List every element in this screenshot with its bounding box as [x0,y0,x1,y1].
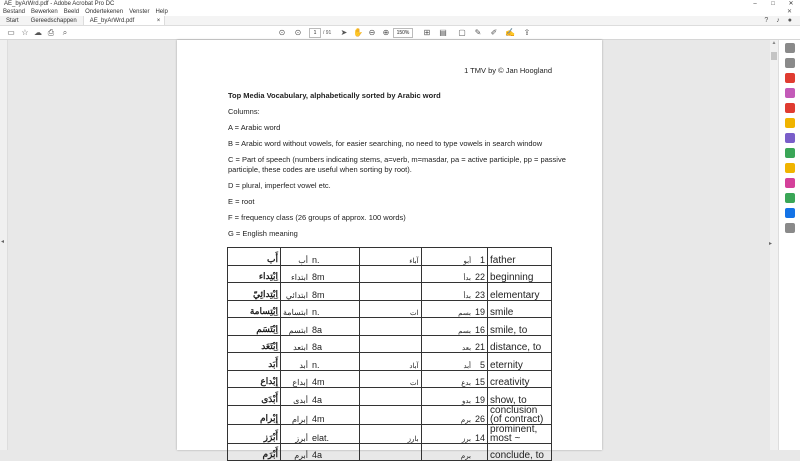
new-file-icon[interactable]: ▭ [7,28,15,37]
window-title: AE_byArWrd.pdf - Adobe Acrobat Pro DC [4,1,115,7]
table-row [228,248,552,266]
menu-item[interactable]: Beeld [63,9,80,15]
table-row [228,335,552,353]
doc-line: G = English meaning [228,229,298,238]
combine-icon[interactable] [785,133,795,143]
cell-root: بدع [421,370,473,388]
tab-tools[interactable]: Gereedschappen [30,18,77,24]
maximize-button[interactable]: □ [771,1,775,7]
cell-pos: 8a [310,318,359,336]
cell-arabic-word: إِبْرام [228,405,281,424]
menu-item[interactable]: Help [155,9,168,15]
scroll-up-icon[interactable]: ▲ [771,40,777,46]
cell-pos: 8a [310,335,359,353]
cell-frequency: 26 [473,405,488,424]
scan-icon[interactable] [785,193,795,203]
menu-item[interactable]: Bestand [3,9,26,15]
cell-arabic-plain: ابتدائي [281,283,311,301]
menubar [0,8,800,16]
cell-frequency: 1 [473,248,488,266]
help-icon[interactable]: ? [764,17,769,24]
table-row [228,370,552,388]
print-icon[interactable]: ⎙ [47,28,55,37]
cell-pos: elat. [310,424,359,443]
cell-root: بسم [421,300,473,318]
cell-arabic-plain: أبرز [281,424,311,443]
avatar[interactable]: ● [787,17,792,24]
cell-plural: ات [359,300,421,318]
table-row [228,265,552,283]
table-row [228,443,552,461]
next-page-icon[interactable]: ⊙ [294,28,302,37]
cell-arabic-plain: إبداع [281,370,311,388]
page-number-input[interactable]: 1 [309,28,321,38]
cell-arabic-word: أَبَد [228,353,281,371]
right-tools-panel [778,40,800,450]
cell-pos: 8m [310,265,359,283]
more-tools-icon[interactable] [785,223,795,233]
search-icon[interactable]: ⌕ [62,28,68,37]
cell-plural: بارز [359,424,421,443]
cell-pos: 4m [310,405,359,424]
doc-line: E = root [228,197,255,206]
cell-frequency: 14 [473,424,488,443]
cell-arabic-plain: أب [281,248,311,266]
highlight-icon[interactable]: ✐ [490,28,498,37]
minimize-button[interactable]: – [753,1,757,7]
cell-meaning: creativity [488,370,552,388]
doc-line: participle, these codes are useful when sorting by root). [228,165,412,174]
table-row [228,283,552,301]
sign-icon[interactable]: ✍ [505,28,515,37]
zoom-select[interactable]: 150% [393,28,413,38]
cell-frequency: 19 [473,388,488,406]
cell-meaning: father [488,248,552,266]
cell-arabic-word: أَبْرَز [228,424,281,443]
cell-pos: n. [310,248,359,266]
cell-plural [359,318,421,336]
cell-root: أبد [421,353,473,371]
cell-meaning: elementary [488,283,552,301]
comment-icon[interactable]: ▢ [458,28,466,37]
cell-plural [359,265,421,283]
cell-meaning: prominent, most ~ [488,424,552,443]
cell-plural [359,283,421,301]
bell-icon[interactable]: ♪ [776,17,780,24]
window-titlebar [0,0,800,8]
send-sign-icon[interactable] [785,178,795,188]
cell-root: بدأ [421,283,473,301]
document-title: Top Media Vocabulary, alphabetically sorted by Arabic word [228,91,441,100]
star-icon[interactable]: ☆ [21,28,29,37]
cell-arabic-plain: ابتسم [281,318,311,336]
cell-root: أبو [421,248,473,266]
cell-pos: n. [310,353,359,371]
cell-arabic-word: اِبْتِداء [228,265,281,283]
cell-root: بعد [421,335,473,353]
tab-document-label: AE_byArWrd.pdf [89,18,135,24]
organize-icon[interactable] [785,148,795,158]
cell-arabic-plain: ابتعد [281,335,311,353]
cell-meaning: show, to [488,388,552,406]
cell-arabic-word: أَب [228,248,281,266]
cell-arabic-plain: إبرام [281,405,311,424]
vocab-table [227,247,552,461]
scroll-mode-icon[interactable]: ▤ [439,28,447,37]
cell-arabic-word: أَبْرَم [228,443,281,461]
tabbar [0,16,800,26]
cell-frequency [473,443,488,461]
cell-pos: n. [310,300,359,318]
cell-root: برم [421,405,473,424]
cell-plural [359,335,421,353]
cell-pos: 4m [310,370,359,388]
upload-icon[interactable]: ☁ [34,28,42,37]
pdf-page [177,40,602,461]
zoom-tool-icon[interactable] [785,58,795,68]
export-pdf-icon[interactable] [785,73,795,83]
menu-item[interactable]: Venster [129,9,150,15]
tab-right-tools [764,16,792,26]
cell-meaning: beginning [488,265,552,283]
table-row [228,405,552,424]
cell-arabic-plain: ابتداء [281,265,311,283]
hand-tool-icon[interactable]: ✋ [353,28,363,37]
scroll-thumb[interactable] [771,52,777,60]
share-icon[interactable]: ⇪ [523,28,531,37]
table-row [228,424,552,443]
cell-arabic-word: اِبْتَعَد [228,335,281,353]
cell-arabic-word: اِبْتِدائِيّ [228,283,281,301]
cell-meaning: conclude, to [488,443,552,461]
table-row [228,388,552,406]
page-header: 1 TMV by © Jan Hoogland [464,66,552,75]
tab-home[interactable]: Start [6,18,19,24]
cell-arabic-word: اِبْتِسامة [228,300,281,318]
cell-plural: آباء [359,248,421,266]
menu-item[interactable]: Ondertekenen [85,9,124,15]
cell-arabic-plain: أبرم [281,443,311,461]
cell-plural [359,405,421,424]
table-row [228,353,552,371]
cell-meaning: distance, to [488,335,552,353]
cell-plural: ات [359,370,421,388]
doc-line: Columns: [228,107,260,116]
cell-arabic-plain: أبدى [281,388,311,406]
cell-pos: 4a [310,443,359,461]
cell-root: برم [421,443,473,461]
table-row [228,300,552,318]
cell-root: بدأ [421,265,473,283]
chevron-left-icon[interactable]: ◂ [1,239,5,245]
cell-meaning: smile [488,300,552,318]
cell-frequency: 22 [473,265,488,283]
zoom-in-icon[interactable]: ⊕ [382,28,390,37]
cell-root: بدو [421,388,473,406]
close-button[interactable]: ✕ [788,1,794,7]
cell-arabic-plain: أبد [281,353,311,371]
cell-plural [359,388,421,406]
cell-frequency: 15 [473,370,488,388]
cell-frequency: 19 [473,300,488,318]
cell-meaning: eternity [488,353,552,371]
cell-pos: 8m [310,283,359,301]
table-row [228,318,552,336]
doc-line: D = plural, imperfect vowel etc. [228,181,331,190]
prev-page-icon[interactable]: ⊙ [278,28,286,37]
cell-frequency: 21 [473,335,488,353]
cell-frequency: 16 [473,318,488,336]
cell-plural: آباد [359,353,421,371]
create-pdf-icon[interactable] [785,88,795,98]
protect-icon[interactable] [785,208,795,218]
page-total: / 91 [323,30,332,36]
left-panel-toggle[interactable] [0,40,8,450]
menu-item[interactable]: Bewerken [31,9,58,15]
cell-arabic-word: أَبْدَى [228,388,281,406]
cell-arabic-word: إِبْداع [228,370,281,388]
cell-meaning: conclusion (of contract) [488,405,552,424]
cell-meaning: smile, to [488,318,552,336]
doc-line: A = Arabic word [228,123,281,132]
cell-root: بسم [421,318,473,336]
chevron-right-icon[interactable]: ▸ [769,241,773,247]
doc-line: B = Arabic word without vowels, for easier searching, no need to type vowels in search window [228,139,543,148]
cell-frequency: 23 [473,283,488,301]
search-tool-icon[interactable] [785,43,795,53]
comment-tool-icon[interactable] [785,118,795,128]
pen-icon[interactable]: ✎ [474,28,482,37]
select-tool-icon[interactable]: ➤ [340,28,348,37]
zoom-out-icon[interactable]: ⊖ [368,28,376,37]
doc-line: C = Part of speech (numbers indicating stems, a=verb, m=masdar, pa = active participle, pp = passive [228,155,566,164]
tab-document[interactable] [83,16,166,25]
edit-pdf-icon[interactable] [785,103,795,113]
cell-pos: 4a [310,388,359,406]
window-controls [746,0,800,8]
menu-close-icon[interactable]: ✕ [786,9,792,15]
doc-line: F = frequency class (26 groups of approx. 100 words) [228,213,406,222]
cell-root: برز [421,424,473,443]
cell-arabic-plain: ابتسامة [281,300,311,318]
cell-plural [359,443,421,461]
toolbar [0,26,800,40]
fit-page-icon[interactable]: ⊞ [423,28,431,37]
tab-close-icon[interactable]: × [156,18,161,24]
cell-arabic-word: اِبْتَسَم [228,318,281,336]
fill-sign-icon[interactable] [785,163,795,173]
cell-frequency: 5 [473,353,488,371]
